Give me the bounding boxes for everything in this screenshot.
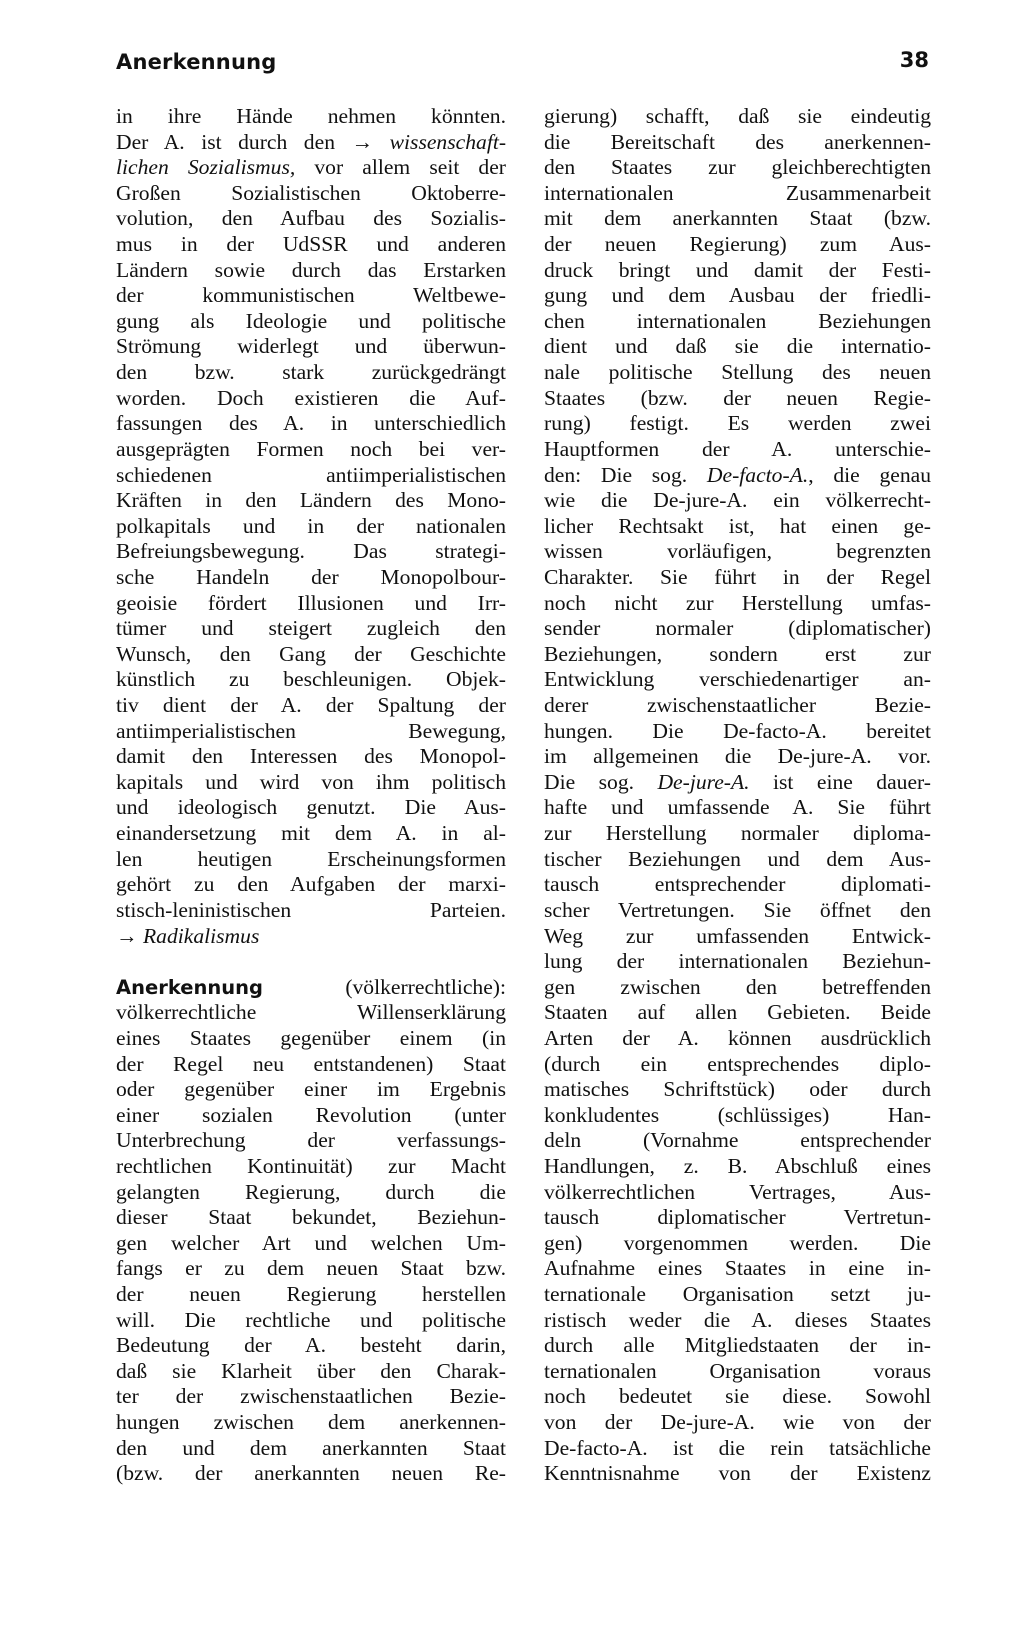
- text-line: noch nicht zur Herstellung umfas-: [544, 590, 931, 615]
- text-line: [544, 463, 931, 489]
- text-span: ist eine dauer-: [749, 769, 931, 794]
- text-line: konkludentes (schlüssiges) Han-: [544, 1102, 931, 1127]
- defined-term: De-jure-A.: [657, 769, 750, 794]
- entry-qualifier: (völkerrechtliche):: [262, 974, 506, 999]
- text-line: Kräften in den Ländern des Mono-: [116, 488, 506, 513]
- text-line: will. Die rechtliche und politische: [116, 1307, 506, 1332]
- text-line: hungen zwischen dem anerkennen-: [116, 1410, 506, 1435]
- text-line: geoisie fördert Illusionen und Irr-: [116, 590, 506, 615]
- cross-reference-link[interactable]: → wissenschaft-: [351, 129, 507, 154]
- text-line: gen welcher Art und welchen Um-: [116, 1230, 506, 1255]
- text-line: Ländern sowie durch das Erstarken: [116, 257, 506, 282]
- text-line: druck bringt und damit der Festi-: [544, 257, 931, 282]
- text-line: [544, 770, 931, 796]
- text-line: tümer und steigert zugleich den: [116, 616, 506, 641]
- text-line: zur Herstellung normaler diploma-: [544, 821, 931, 846]
- text-line: ristisch weder die A. dieses Staates: [544, 1307, 931, 1332]
- text-line: gen zwischen den betreffenden: [544, 974, 931, 999]
- text-line: schiedenen antiimperialistischen: [116, 462, 506, 487]
- page-number: 38: [899, 48, 929, 72]
- text-line: antiimperialistischen Bewegung,: [116, 718, 506, 743]
- text-line: polkapitals und in der nationalen: [116, 513, 506, 538]
- text-line: scher Vertretungen. Sie öffnet den: [544, 897, 931, 922]
- right-column: [544, 104, 931, 1487]
- text-span: , die genau: [808, 462, 932, 487]
- text-line: worden. Doch existieren die Auf-: [116, 385, 506, 410]
- text-line: oder gegenüber einer im Ergebnis: [116, 1077, 506, 1102]
- entry-heading-line: [116, 975, 506, 1001]
- text-line: Staates (bzw. der neuen Regie-: [544, 385, 931, 410]
- text-line: Unterbrechung der verfassungs-: [116, 1128, 506, 1153]
- text-line: Strömung widerlegt und überwun-: [116, 334, 506, 359]
- text-line: durch alle Mitgliedstaaten der in-: [544, 1333, 931, 1358]
- text-line: ternationalen Organisation voraus: [544, 1358, 931, 1383]
- text-line: volution, den Aufbau des Sozialis-: [116, 206, 506, 231]
- text-line: hafte und umfassende A. Sie führt: [544, 795, 931, 820]
- text-line: deln (Vornahme entsprechender: [544, 1128, 931, 1153]
- text-line: der neuen Regierung herstellen: [116, 1282, 506, 1307]
- text-span: Der A. ist durch den: [116, 129, 335, 154]
- text-line: Kenntnisnahme von der Existenz: [544, 1461, 931, 1486]
- text-line: fangs er zu dem neuen Staat bzw.: [116, 1256, 506, 1281]
- text-line: len heutigen Erscheinungsformen: [116, 846, 506, 871]
- text-line: kapitals und wird von ihm politisch: [116, 769, 506, 794]
- text-line: gung als Ideologie und politische: [116, 308, 506, 333]
- text-line: (bzw. der anerkannten neuen Re-: [116, 1461, 506, 1486]
- text-line: Befreiungsbewegung. Das strategi-: [116, 539, 506, 564]
- text-line: künstlich zu beschleunigen. Objek-: [116, 667, 506, 692]
- text-line: der kommunistischen Weltbewe-: [116, 283, 506, 308]
- entry-headword: Anerkennung: [116, 975, 263, 999]
- text-line: damit den Interessen des Monopol-: [116, 744, 506, 769]
- text-line: gierung) schafft, daß sie eindeutig: [544, 104, 931, 128]
- text-line: tischer Beziehungen und dem Aus-: [544, 846, 931, 871]
- text-line: rechtlichen Kontinuität) zur Macht: [116, 1153, 506, 1178]
- text-line: gung und dem Ausbau der friedli-: [544, 283, 931, 308]
- text-line: ausgeprägten Formen noch bei ver-: [116, 436, 506, 461]
- text-line: ternationale Organisation setzt ju-: [544, 1282, 931, 1307]
- text-line: derer zwischenstaatlicher Bezie-: [544, 693, 931, 718]
- text-line: stisch-leninistischen Parteien.: [116, 897, 506, 922]
- text-line: De-facto-A. ist die rein tatsächliche: [544, 1435, 931, 1460]
- defined-term: De-facto-A.: [706, 462, 809, 487]
- text-line: lung der internationalen Beziehun-: [544, 949, 931, 974]
- text-line: Wunsch, den Gang der Geschichte: [116, 641, 506, 666]
- text-line: Arten der A. können ausdrücklich: [544, 1025, 931, 1050]
- text-line: Entwicklung verschiedenartiger an-: [544, 667, 931, 692]
- text-line: gelangten Regierung, durch die: [116, 1179, 506, 1204]
- running-head: Anerkennung: [116, 50, 277, 74]
- text-line: die Bereitschaft des anerkennen-: [544, 129, 931, 154]
- entry-separator: [116, 949, 506, 975]
- text-line: Charakter. Sie führt in der Regel: [544, 564, 931, 589]
- text-line: in ihre Hände nehmen könnten.: [116, 104, 506, 128]
- text-line: nale politische Stellung des neuen: [544, 360, 931, 385]
- text-line: Hauptformen der A. unterschie-: [544, 436, 931, 461]
- left-column: [116, 104, 506, 1487]
- text-line: völkerrechtliche Willenserklärung: [116, 1000, 506, 1025]
- text-line: fassungen des A. in unterschiedlich: [116, 411, 506, 436]
- text-line: den Staates zur gleichberechtigten: [544, 155, 931, 180]
- text-span: Die sog.: [544, 769, 658, 794]
- text-line: einer sozialen Revolution (unter: [116, 1102, 506, 1127]
- cross-reference-link[interactable]: → Radikalismus: [116, 923, 260, 948]
- text-line: sender normaler (diplomatischer): [544, 616, 931, 641]
- text-line: licher Rechtsakt ist, hat einen ge-: [544, 513, 931, 538]
- text-line: der Regel neu entstandenen) Staat: [116, 1051, 506, 1076]
- text-line: Staaten auf allen Gebieten. Beide: [544, 1000, 931, 1025]
- text-span: den: Die sog.: [544, 462, 707, 487]
- text-line: mit dem anerkannten Staat (bzw.: [544, 206, 931, 231]
- text-line: tausch entsprechender diplomati-: [544, 872, 931, 897]
- text-line: ter der zwischenstaatlichen Bezie-: [116, 1384, 506, 1409]
- text-line: dieser Staat bekundet, Beziehun-: [116, 1205, 506, 1230]
- text-line: daß sie Klarheit über den Charak-: [116, 1358, 506, 1383]
- text-line: hungen. Die De-facto-A. bereitet: [544, 718, 931, 743]
- text-line: internationalen Zusammenarbeit: [544, 180, 931, 205]
- cross-reference-link[interactable]: lichen Sozialismus,: [116, 155, 296, 180]
- text-line: mus in der UdSSR und anderen: [116, 232, 506, 257]
- text-line: Weg zur umfassenden Entwick-: [544, 923, 931, 948]
- text-line: Handlungen, z. B. Abschluß eines: [544, 1153, 931, 1178]
- text-line: völkerrechtlichen Vertrages, Aus-: [544, 1179, 931, 1204]
- text-line: einandersetzung mit dem A. in al-: [116, 821, 506, 846]
- text-line: Aufnahme eines Staates in eine in-: [544, 1256, 931, 1281]
- text-line: und ideologisch genutzt. Die Aus-: [116, 795, 506, 820]
- text-line: tiv dient der A. der Spaltung der: [116, 693, 506, 718]
- text-line: Großen Sozialistischen Oktoberre-: [116, 180, 506, 205]
- text-line: Bedeutung der A. besteht darin,: [116, 1333, 506, 1358]
- text-line: wie die De-jure-A. ein völkerrecht-: [544, 488, 931, 513]
- text-line: den bzw. stark zurückgedrängt: [116, 360, 506, 385]
- text-line: [116, 155, 506, 181]
- text-line: (durch ein entsprechendes diplo-: [544, 1051, 931, 1076]
- text-line: dient und daß sie die internatio-: [544, 334, 931, 359]
- text-line: tausch diplomatischer Vertretun-: [544, 1205, 931, 1230]
- text-line: von der De-jure-A. wie von der: [544, 1410, 931, 1435]
- text-span: vor allem seit der: [295, 155, 506, 180]
- text-line: chen internationalen Beziehungen: [544, 308, 931, 333]
- text-line: Beziehungen, sondern erst zur: [544, 641, 931, 666]
- text-line: der neuen Regierung) zum Aus-: [544, 232, 931, 257]
- text-line: eines Staates gegenüber einem (in: [116, 1025, 506, 1050]
- text-line: wissen vorläufigen, begrenzten: [544, 539, 931, 564]
- text-line: noch bedeutet sie diese. Sowohl: [544, 1384, 931, 1409]
- text-line: den und dem anerkannten Staat: [116, 1435, 506, 1460]
- text-line: im allgemeinen die De-jure-A. vor.: [544, 744, 931, 769]
- text-line: rung) festigt. Es werden zwei: [544, 411, 931, 436]
- text-line: [116, 130, 506, 156]
- text-line: sche Handeln der Monopolbour-: [116, 564, 506, 589]
- text-line: gehört zu den Aufgaben der marxi-: [116, 872, 506, 897]
- text-line: matisches Schriftstück) oder durch: [544, 1077, 931, 1102]
- text-line: gen) vorgenommen werden. Die: [544, 1230, 931, 1255]
